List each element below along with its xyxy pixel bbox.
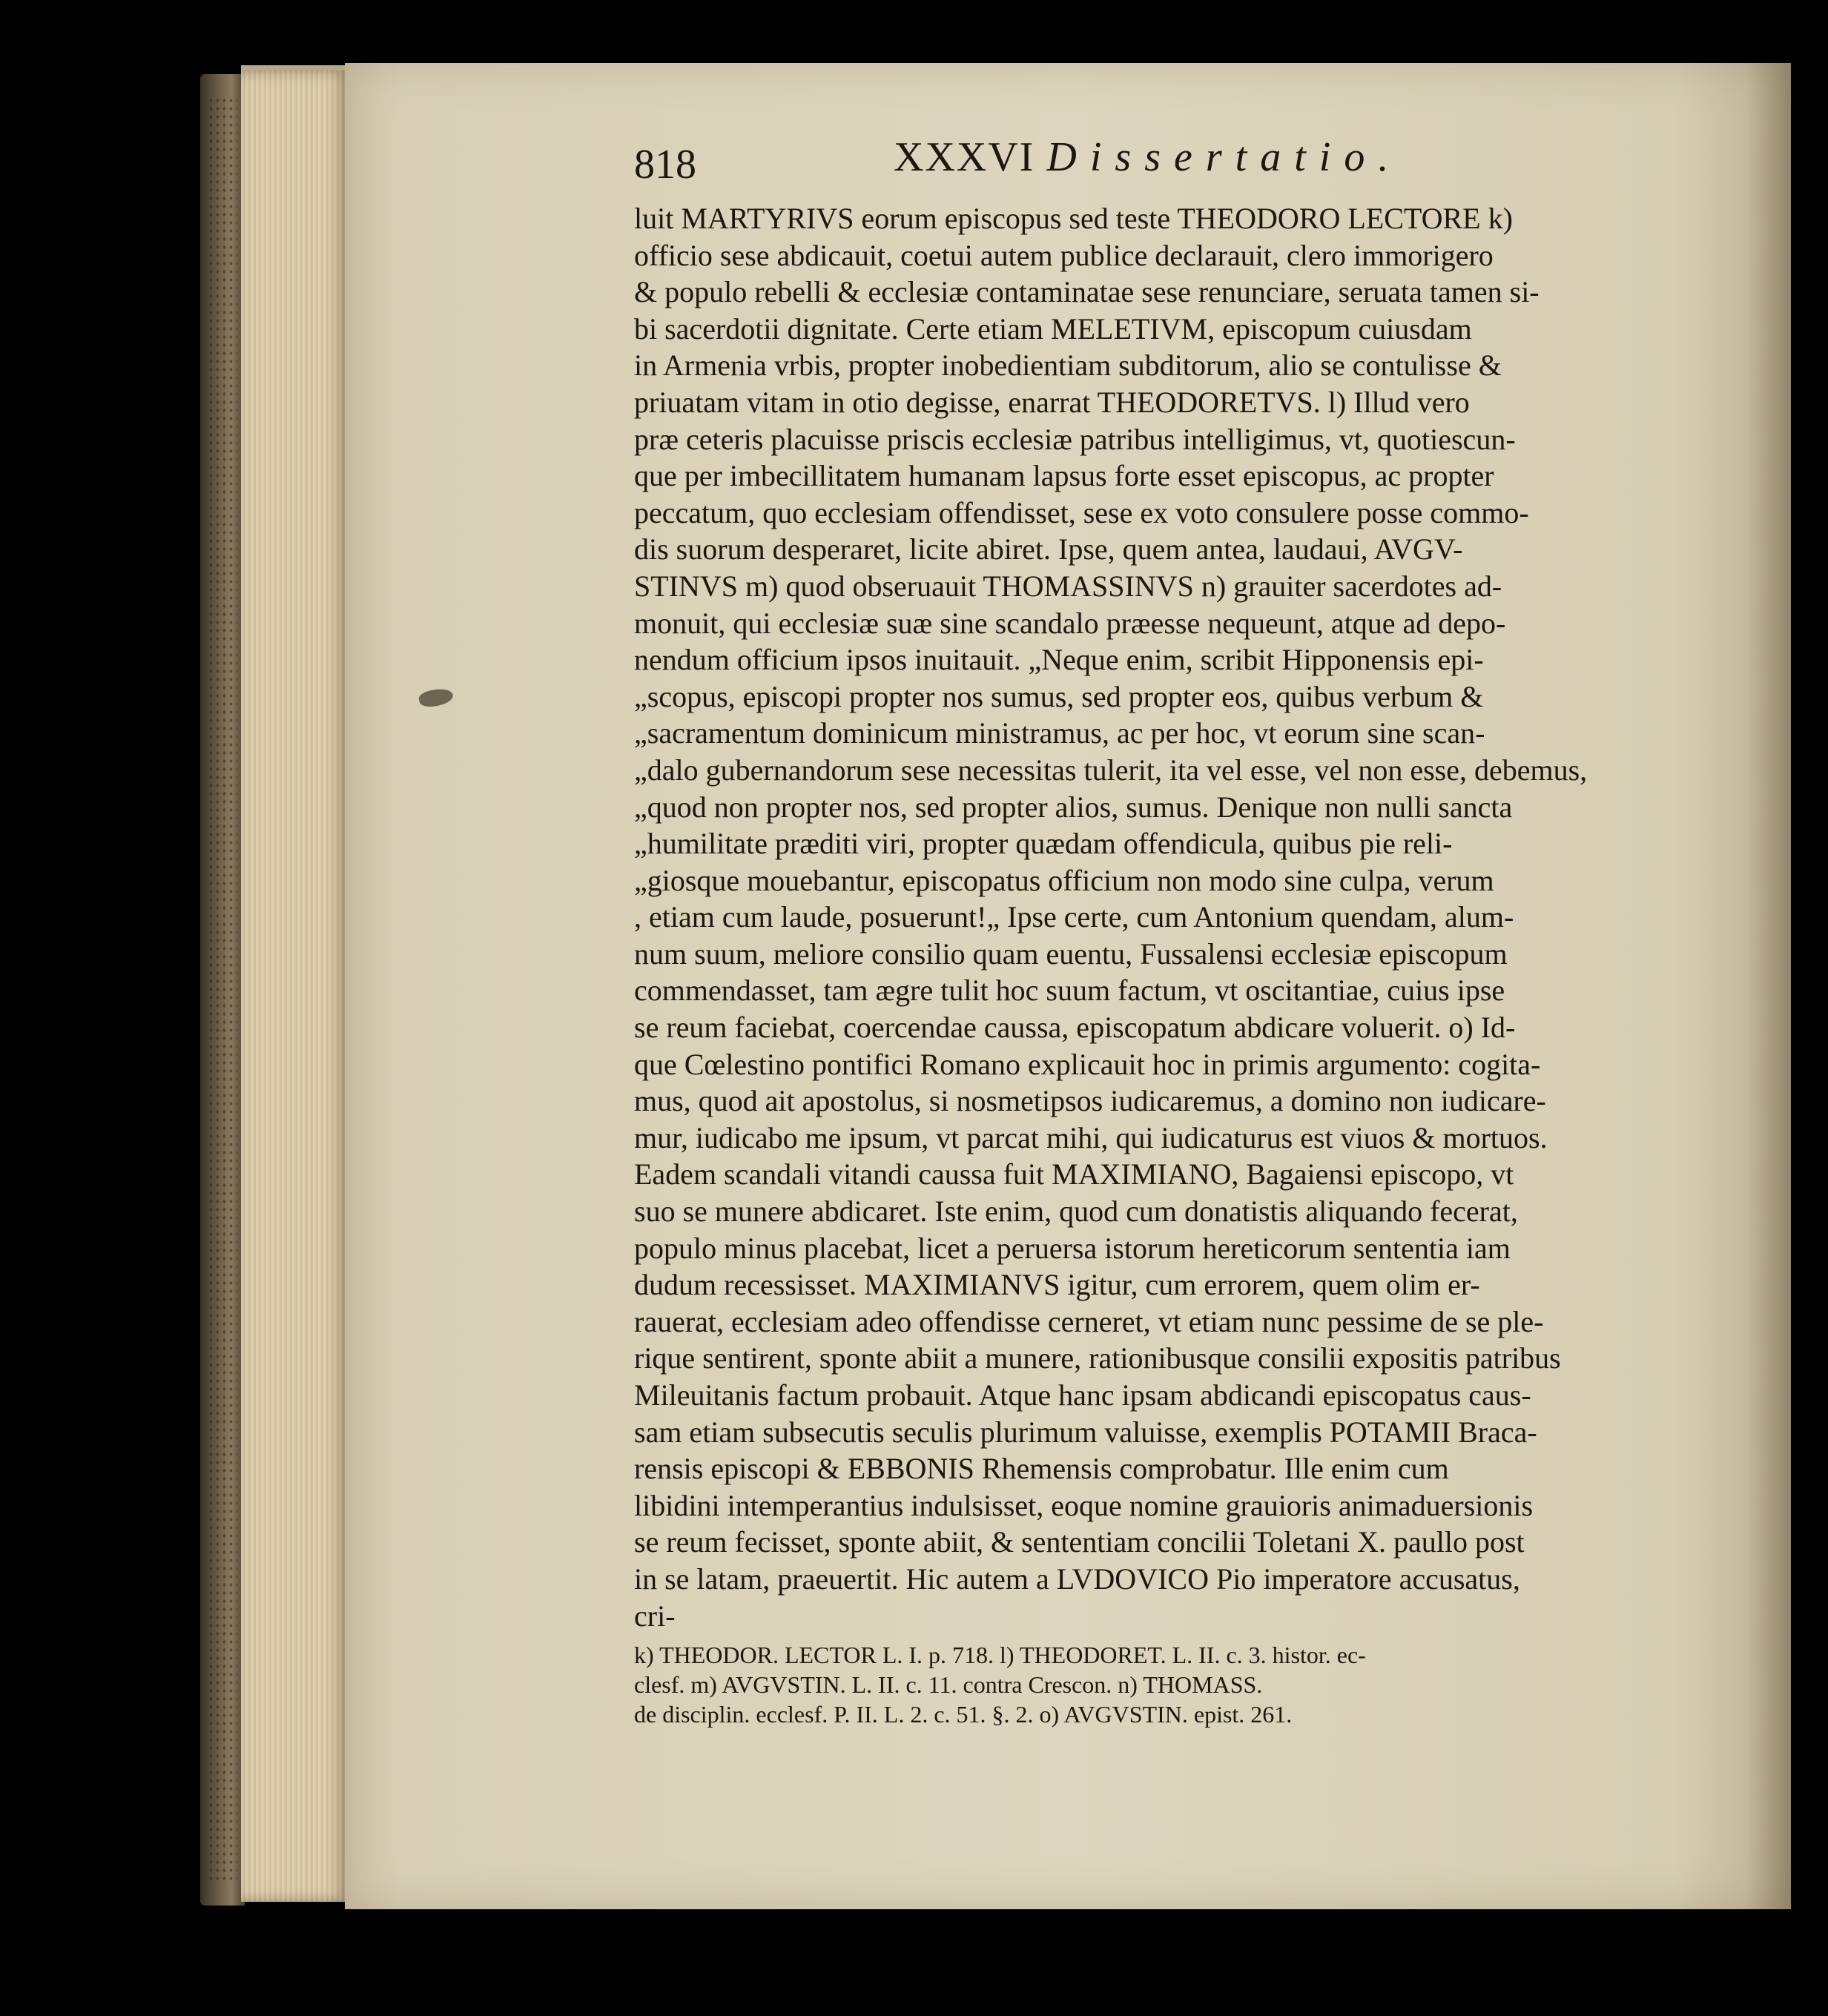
text-line: Eadem scandali vitandi caussa fuit MAXIMIANO, Bagaiensi episcopo, vt xyxy=(634,1157,1514,1192)
text-line: luit MARTYRIVS eorum episcopus sed teste THEODORO LECTORE k) xyxy=(634,202,1513,235)
text-line: se reum fecisset, sponte abiit, & sententiam concilii Toletani X. paullo post xyxy=(634,1525,1525,1559)
text-line: populo minus placebat, licet a peruersa istorum hereticorum sententia iam xyxy=(634,1231,1511,1265)
page-header xyxy=(634,133,1702,200)
text-block xyxy=(634,133,1702,1729)
text-line: „humilitate præditi viri, propter quædam offendicula, quibus pie reli- xyxy=(634,827,1453,861)
text-line: mus, quod ait apostolus, si nosmetipsos iudicaremus, a domino non iudicare- xyxy=(634,1084,1546,1118)
text-line: nendum officium ipsos inuitauit. „Neque enim, scribit Hipponensis epi- xyxy=(634,643,1484,677)
footnote-line: clesf. m) AVGVSTIN. L. II. c. 11. contra Crescon. n) THOMASS. xyxy=(634,1671,1263,1699)
text-line: monuit, qui ecclesiæ suæ sine scandalo præesse nequeunt, atque ad depo- xyxy=(634,606,1506,640)
footnotes xyxy=(634,1640,1702,1729)
text-line: dis suorum desperaret, licite abiret. Ipse, quem antea, laudaui, AVGV- xyxy=(634,532,1463,566)
body-text xyxy=(634,200,1702,1634)
text-line: „quod non propter nos, sed propter alios, sumus. Denique non nulli sancta xyxy=(634,790,1513,824)
text-line: , etiam cum laude, posuerunt!„ Ipse certe, cum Antonium quendam, alum- xyxy=(634,900,1514,934)
text-line: in se latam, praeuertit. Hic autem a LVDOVICO Pio imperatore accusatus, xyxy=(634,1561,1520,1596)
running-head-roman: XXXVI xyxy=(894,134,1035,180)
text-line: libidini intemperantius indulsisset, eoque nomine grauioris animaduersionis xyxy=(634,1488,1534,1522)
text-line: officio sese abdicauit, coetui autem publice declarauit, clero immorigero xyxy=(634,238,1494,272)
running-head xyxy=(894,133,1402,181)
text-line: mur, iudicabo me ipsum, vt parcat mihi, qui iudicaturus est viuos & mortuos. xyxy=(634,1120,1548,1154)
text-line: STINVS m) quod obseruauit THOMASSINVS n) grauiter sacerdotes ad- xyxy=(634,569,1502,603)
text-line: peccatum, quo ecclesiam offendisset, sese ex voto consulere posse commo- xyxy=(634,495,1529,529)
cover-marbling xyxy=(208,96,237,1883)
text-line: in Armenia vrbis, propter inobedientiam subditorum, alio se contulisse & xyxy=(634,348,1502,383)
text-line: que Cœlestino pontifici Romano explicauit hoc in primis argumento: cogita- xyxy=(634,1047,1541,1081)
running-head-word: Dissertatio. xyxy=(1046,134,1402,180)
ink-blot xyxy=(418,686,455,709)
page-block-edges xyxy=(241,70,349,1902)
text-line: suo se munere abdicaret. Iste enim, quod cum donatistis aliquando fecerat, xyxy=(634,1194,1518,1229)
text-line: rique sentirent, sponte abiit a munere, rationibusque consilii expositis patribus xyxy=(634,1341,1561,1375)
text-line: rauerat, ecclesiam adeo offendisse cerneret, vt etiam nunc pessime de se ple- xyxy=(634,1304,1544,1338)
text-line: num suum, meliore consilio quam euentu, Fussalensi ecclesiæ episcopum xyxy=(634,936,1508,971)
gutter-shadow xyxy=(1746,63,1791,1909)
text-line: „giosque mouebantur, episcopatus officium non modo sine culpa, verum xyxy=(634,863,1494,897)
text-line: dudum recessisset. MAXIMIANVS igitur, cum errorem, quem olim er- xyxy=(634,1268,1480,1302)
footnote-line: de disciplin. ecclesf. P. II. L. 2. c. 51. §. 2. o) AVGVSTIN. epist. 261. xyxy=(634,1701,1293,1728)
text-line: priuatam vitam in otio degisse, enarrat THEODORETVS. l) Illud vero xyxy=(634,385,1470,419)
text-line: se reum faciebat, coercendae caussa, episcopatum abdicare voluerit. o) Id- xyxy=(634,1011,1516,1045)
text-line: præ ceteris placuisse priscis ecclesiæ patribus intelligimus, vt, quotiescun- xyxy=(634,422,1516,456)
footnote-line: k) THEODOR. LECTOR L. I. p. 718. l) THEODORET. L. II. c. 3. histor. ec- xyxy=(634,1642,1366,1669)
text-line: Mileuitanis factum probauit. Atque hanc ipsam abdicandi episcopatus caus- xyxy=(634,1378,1531,1412)
text-line: cri- xyxy=(634,1599,676,1633)
text-line: „sacramentum dominicum ministramus, ac per hoc, vt eorum sine scan- xyxy=(634,716,1485,750)
page-number: 818 xyxy=(634,142,696,188)
text-line: commendasset, tam ægre tulit hoc suum factum, vt oscitantiae, cuius ipse xyxy=(634,974,1505,1008)
text-line: sam etiam subsecutis seculis plurimum valuisse, exemplis POTAMII Braca- xyxy=(634,1415,1537,1449)
text-line: „dalo gubernandorum sese necessitas tulerit, ita vel esse, vel non esse, debemus, xyxy=(634,753,1588,787)
text-line: „scopus, episcopi propter nos sumus, sed propter eos, quibus verbum & xyxy=(634,679,1484,713)
text-line: rensis episcopi & EBBONIS Rhemensis comprobatur. Ille enim cum xyxy=(634,1452,1449,1486)
text-line: & populo rebelli & ecclesiæ contaminatae sese renunciare, seruata tamen si- xyxy=(634,275,1540,309)
text-line: bi sacerdotii dignitate. Certe etiam MELETIVM, episcopum cuiusdam xyxy=(634,311,1472,346)
text-line: que per imbecillitatem humanam lapsus forte esset episcopus, ac propter xyxy=(634,459,1494,493)
